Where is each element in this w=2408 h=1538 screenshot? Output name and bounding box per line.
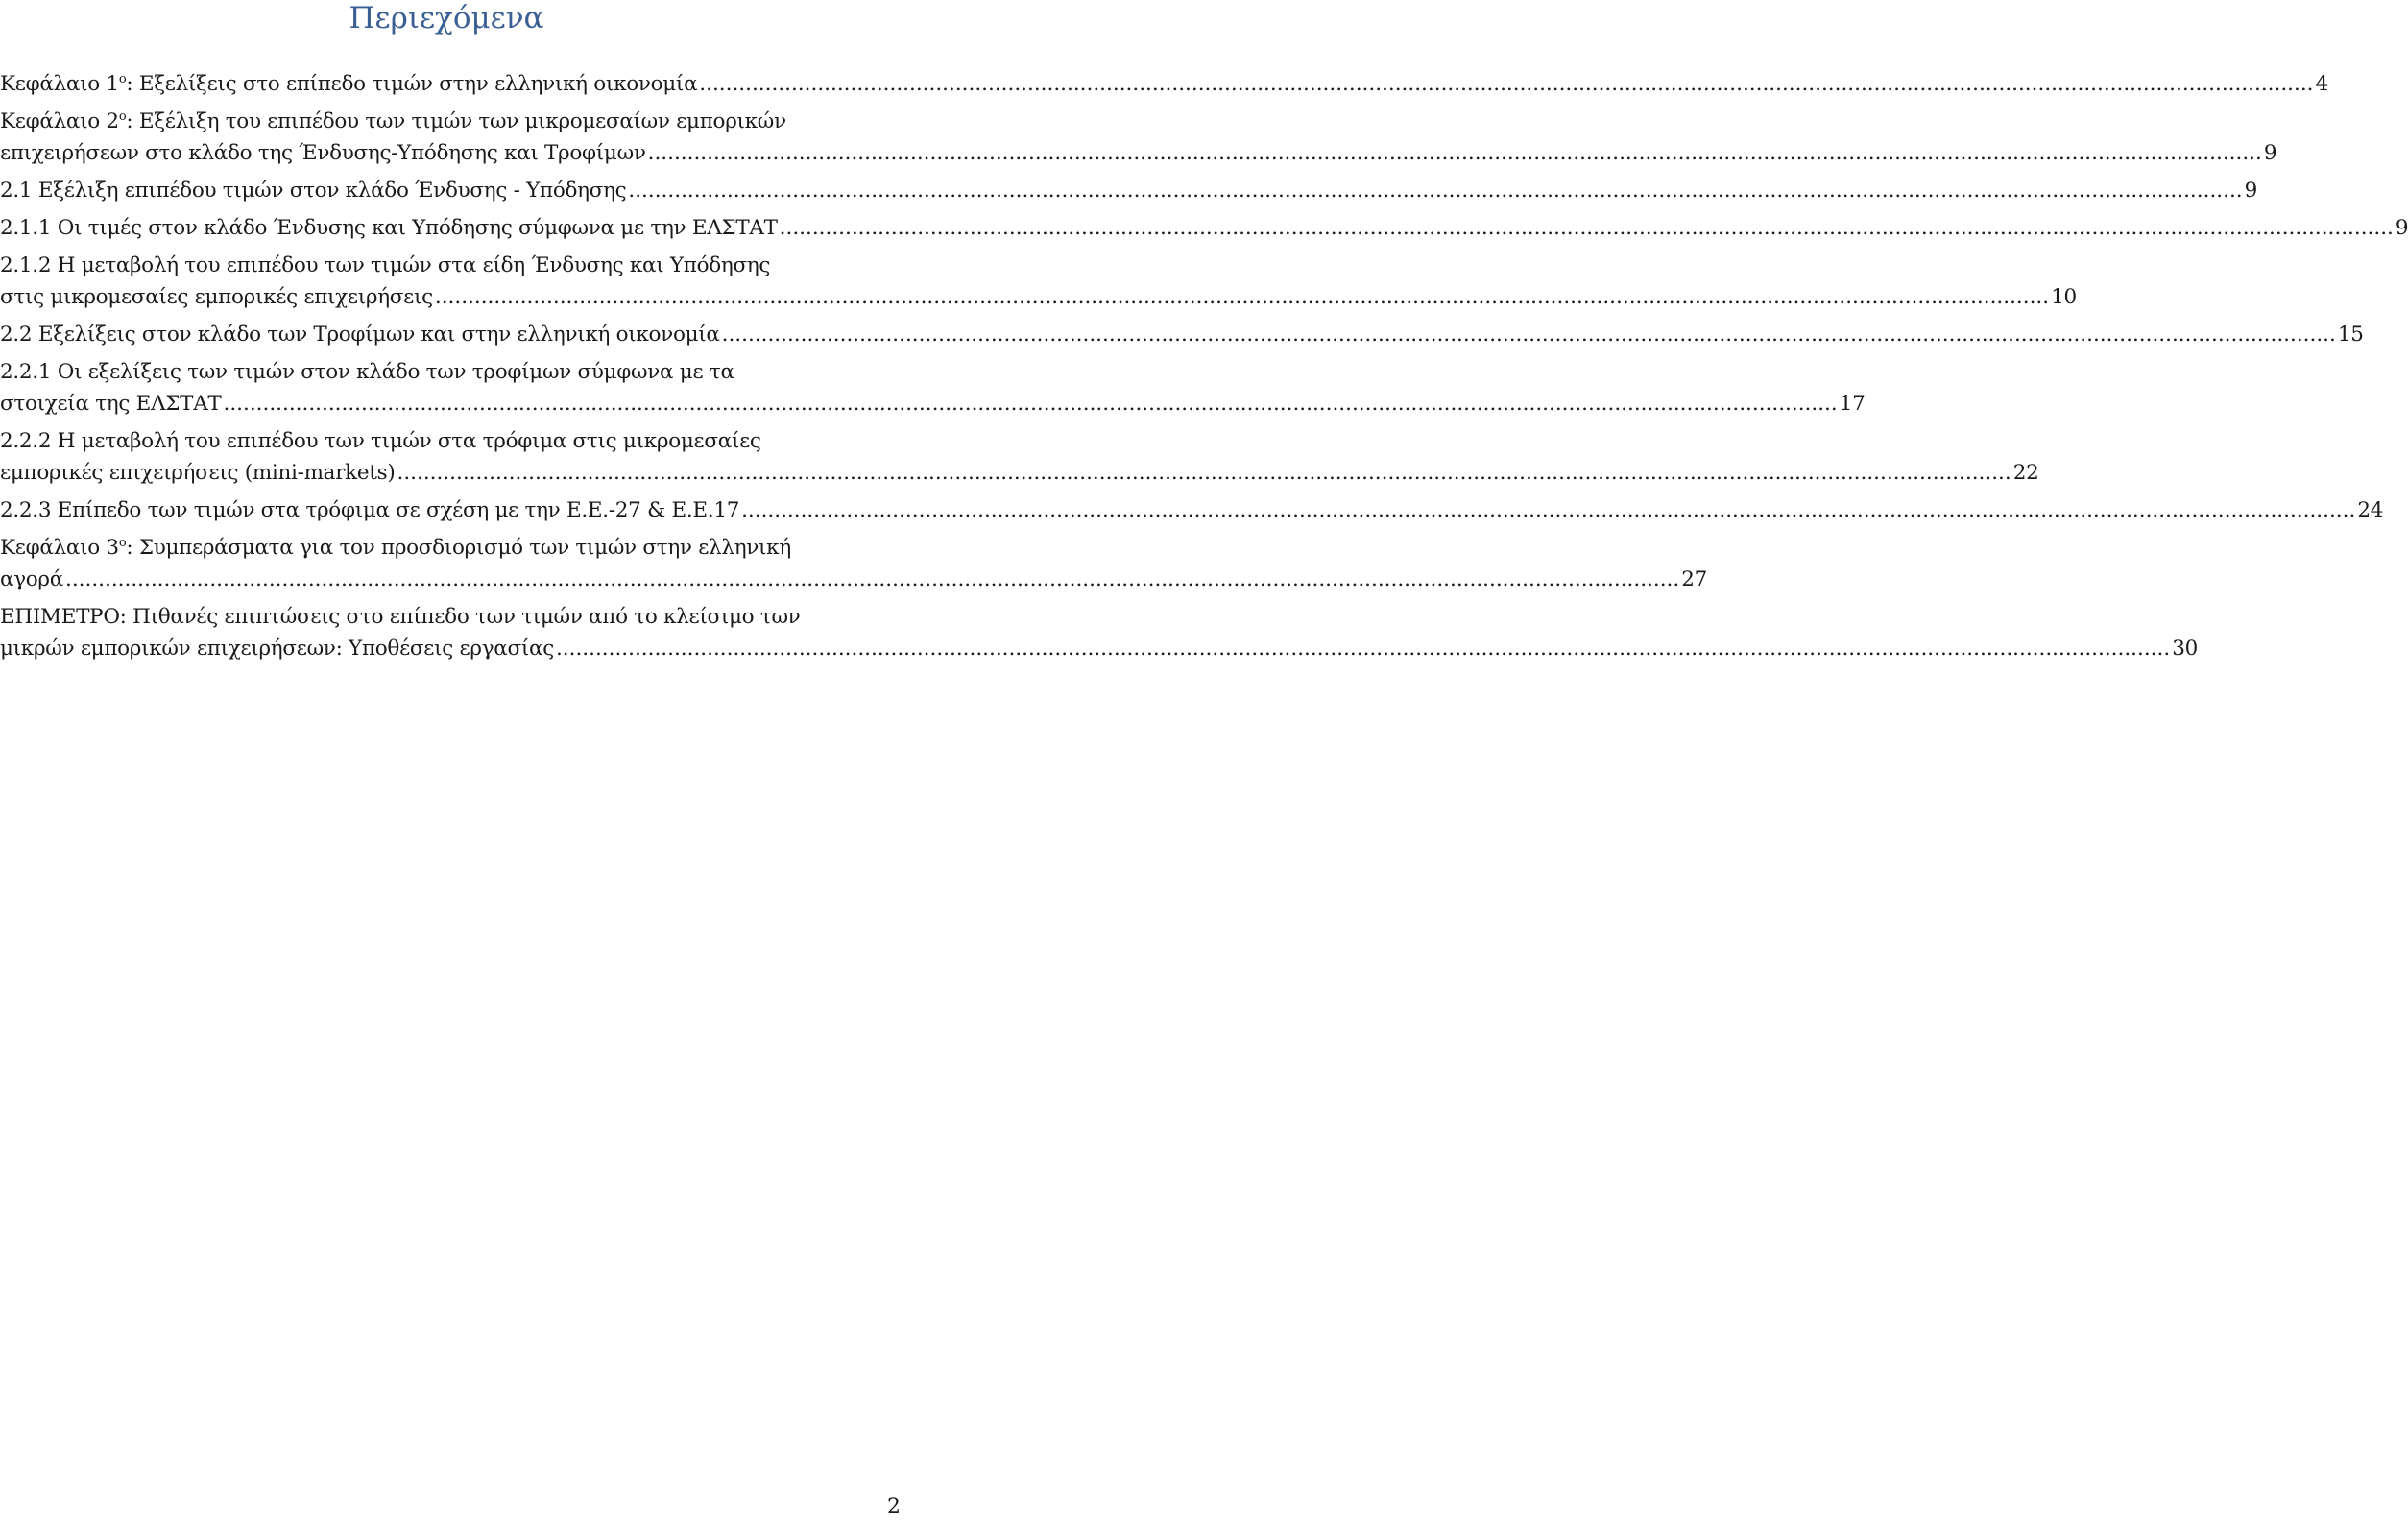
dot-leader bbox=[65, 564, 1679, 595]
toc-entry-title-line-2: εμπορικές επιχειρήσεις (mini-markets) bbox=[0, 461, 396, 485]
toc-entry-epimetro[interactable] bbox=[0, 601, 2198, 664]
toc-page-number: 15 bbox=[2337, 323, 2364, 347]
dot-leader bbox=[435, 281, 2049, 313]
dot-leader bbox=[699, 68, 2313, 100]
toc-entry-title: 2.1.1 Οι τιμές στον κλάδο Ένδυσης και Υπόδησης σύμφωνα με την ΕΛΣΤΑΤ bbox=[0, 216, 778, 240]
toc-entry-title-line-2: επιχειρήσεων στο κλάδο της Ένδυσης-Υπόδησης και Τροφίμων bbox=[0, 141, 646, 165]
toc-entry-line bbox=[0, 564, 1707, 595]
toc-entry-2-1-1[interactable] bbox=[0, 212, 2408, 244]
toc-entry-2-2-2[interactable] bbox=[0, 425, 2039, 489]
toc-entry-title-line-2: μικρών εμπορικών επιχειρήσεων: Υποθέσεις εργασίας bbox=[0, 637, 554, 661]
toc-page-number: 17 bbox=[1839, 392, 1866, 416]
toc-page-number: 9 bbox=[2263, 141, 2277, 165]
toc-entry-line bbox=[0, 319, 2364, 350]
dot-leader bbox=[628, 175, 2242, 206]
toc-entry-title-line-1: Κεφάλαιο $3^o$: Συμπεράσματα για τον προσδιορισμό των τιμών στην ελληνική bbox=[0, 536, 791, 560]
toc-entry-title-line-2: στοιχεία της ΕΛΣΤΑΤ bbox=[0, 392, 222, 416]
toc-page-number: 10 bbox=[2051, 285, 2077, 309]
toc-entry-title: 2.2.3 Επίπεδο των τιμών στα τρόφιμα σε σχέση με την Ε.Ε.-27 & Ε.Ε.17 bbox=[0, 498, 740, 522]
toc-entry-line bbox=[0, 633, 2198, 664]
toc-entry-chapter-1[interactable] bbox=[0, 68, 2328, 100]
dot-leader bbox=[780, 212, 2394, 244]
toc-entry-line bbox=[0, 457, 2039, 489]
toc-entry-chapter-2[interactable] bbox=[0, 106, 2277, 169]
page-number: 2 bbox=[887, 1495, 901, 1519]
dot-leader bbox=[741, 494, 2355, 526]
toc-entry-title: 2.1 Εξέλιξη επιπέδου τιμών στον κλάδο Ένδυσης - Υπόδησης bbox=[0, 179, 627, 203]
toc-entry-2-1-2[interactable] bbox=[0, 250, 2077, 313]
toc-entry-2-2[interactable] bbox=[0, 319, 2364, 350]
toc-entry-title-line-2: στις μικρομεσαίες εμπορικές επιχειρήσεις bbox=[0, 285, 433, 309]
toc-page-number: 30 bbox=[2172, 637, 2198, 661]
toc-entry-title-line-1: 2.2.2 Η μεταβολή του επιπέδου των τιμών στα τρόφιμα στις μικρομεσαίες bbox=[0, 429, 761, 453]
toc-entry-line bbox=[0, 212, 2408, 244]
dot-leader bbox=[223, 388, 1837, 420]
page-title: Περιεχόμενα bbox=[349, 1, 544, 36]
table-of-contents bbox=[0, 68, 2408, 670]
toc-page-number: 24 bbox=[2357, 498, 2384, 522]
toc-entry-chapter-3[interactable] bbox=[0, 532, 1707, 595]
dot-leader bbox=[556, 633, 2170, 664]
toc-entry-title-line-1: 2.2.1 Οι εξελίξεις των τιμών στον κλάδο των τροφίμων σύμφωνα με τα bbox=[0, 360, 734, 384]
toc-entry-2-2-1[interactable] bbox=[0, 356, 1866, 420]
dot-leader bbox=[722, 319, 2336, 350]
toc-page-number: 22 bbox=[2012, 461, 2039, 485]
toc-entry-title: Κεφάλαιο $1^o$: Εξελίξεις στο επίπεδο τιμών στην ελληνική οικονομία bbox=[0, 72, 698, 96]
toc-page-number: 4 bbox=[2315, 72, 2328, 96]
dot-leader bbox=[648, 137, 2262, 169]
toc-page-number: 27 bbox=[1681, 567, 1707, 591]
toc-entry-line bbox=[0, 494, 2384, 526]
toc-entry-title-line-1: ΕΠΙΜΕΤΡΟ: Πιθανές επιπτώσεις στο επίπεδο των τιμών από το κλείσιμο των bbox=[0, 605, 801, 629]
toc-entry-line bbox=[0, 68, 2328, 100]
toc-page-number: 9 bbox=[2395, 216, 2408, 240]
toc-page-number: 9 bbox=[2244, 179, 2258, 203]
toc-entry-2-2-3[interactable] bbox=[0, 494, 2384, 526]
toc-entry-line bbox=[0, 175, 2258, 206]
dot-leader bbox=[397, 457, 2011, 489]
toc-entry-line bbox=[0, 137, 2277, 169]
toc-entry-title-line-1: 2.1.2 Η μεταβολή του επιπέδου των τιμών στα είδη Ένδυσης και Υπόδησης bbox=[0, 253, 771, 277]
toc-entry-title-line-1: Κεφάλαιο $2^o$: Εξέλιξη του επιπέδου των τιμών των μικρομεσαίων εμπορικών bbox=[0, 109, 786, 133]
toc-entry-title-line-2: αγορά bbox=[0, 567, 63, 591]
toc-entry-2-1[interactable] bbox=[0, 175, 2258, 206]
toc-entry-title: 2.2 Εξελίξεις στον κλάδο των Τροφίμων και στην ελληνική οικονομία bbox=[0, 323, 720, 347]
toc-entry-line bbox=[0, 388, 1866, 420]
toc-entry-line bbox=[0, 281, 2077, 313]
